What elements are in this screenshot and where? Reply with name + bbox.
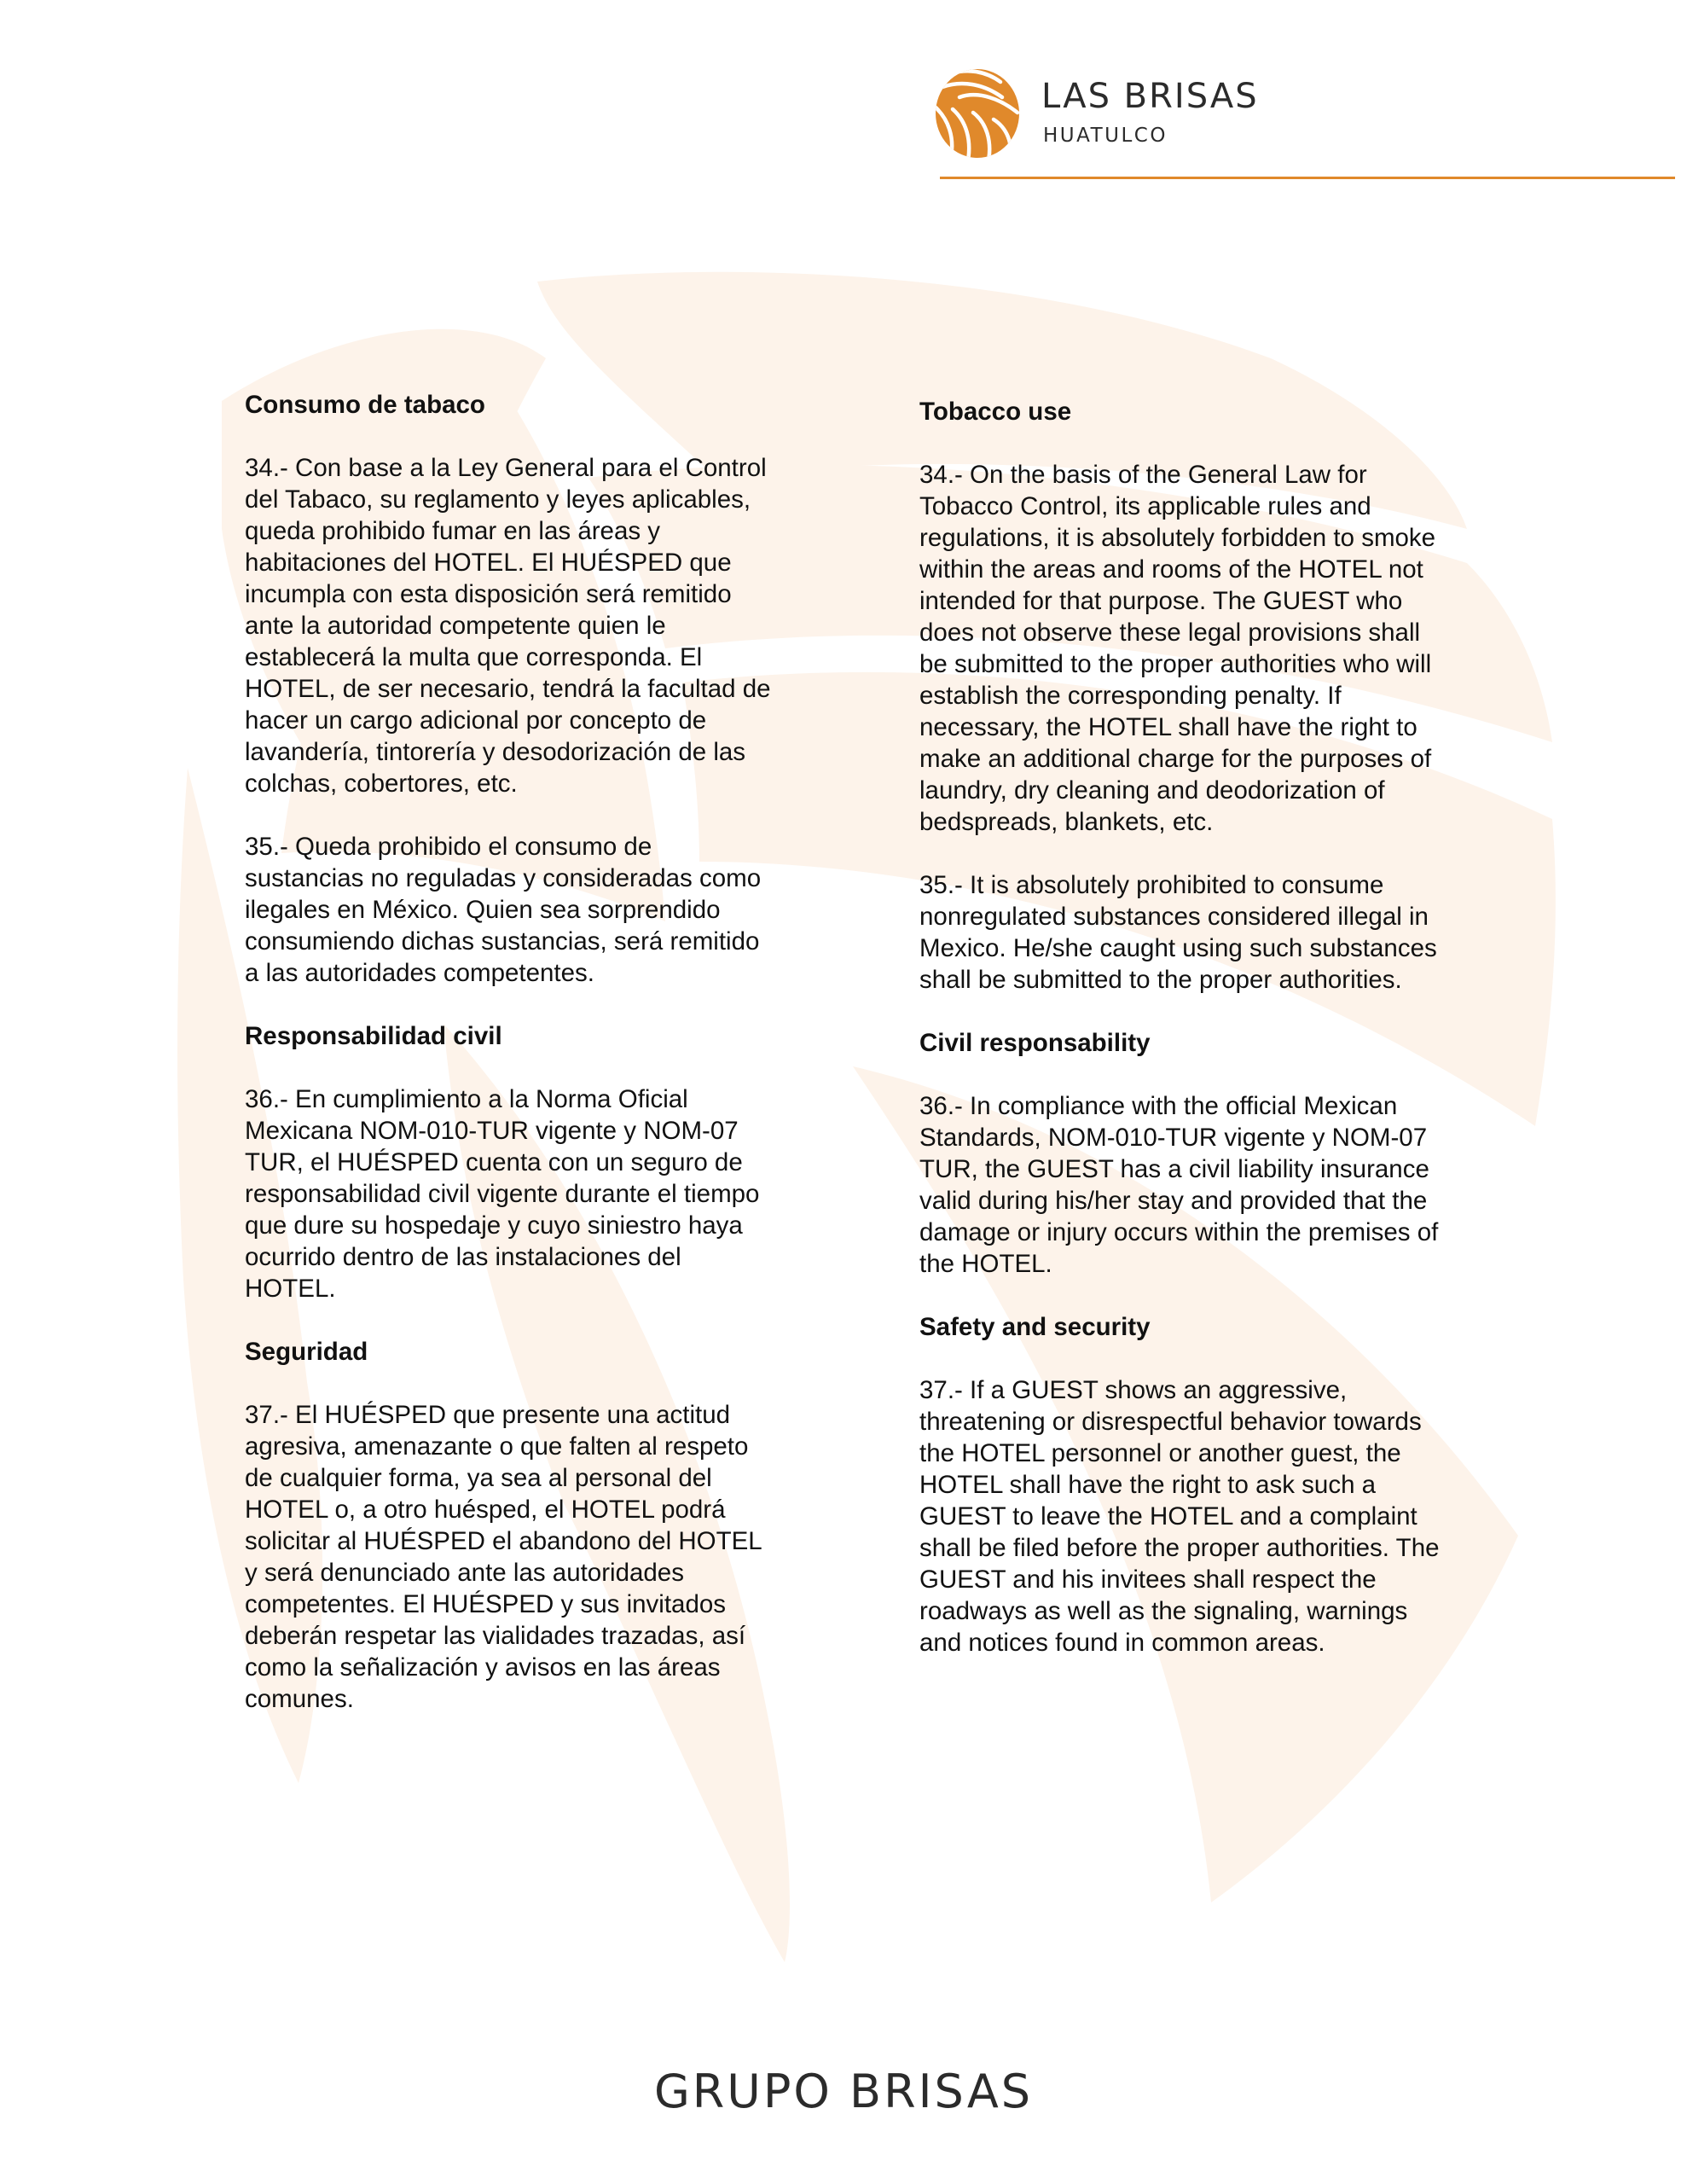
clause-37: 37.- El HUÉSPED que presente una actitud agresiva, amenazante o que falten al respeto de cualquier forma, ya sea al personal del HOTEL o, a otro huésped, el HOTEL podrá solicitar al HUÉSPED el abandono del HOTEL y será denunciado ante las autoridades competentes. El HUÉSPED y sus invitados deberán respetar las vialidades trazadas, así como la señalización y avisos en las áreas comunes. [245, 1401, 762, 1713]
section-heading: Consumo de tabaco [245, 391, 485, 419]
section-seguridad [245, 1336, 842, 1715]
section-heading: Seguridad [245, 1338, 368, 1366]
clause-34: 34.- On the basis of the General Law for Tobacco Control, its applicable rules and regulations, it is absolutely forbidden to smoke within the areas and rooms of the HOTEL not intended for that purpose. The GUEST who does not observe these legal provisions shall be submitted to the proper authorities who will establish the corresponding penalty. If necessary, the HOTEL shall have the right to make an additional charge for the purposes of laundry, dry cleaning and deodorization of bedspreads, blankets, etc. [919, 461, 1436, 836]
brand-subtitle: HUATULCO [1043, 125, 1168, 147]
section-safety-security [919, 1311, 1516, 1658]
section-heading: Civil responsability [919, 1029, 1151, 1057]
clause-34: 34.- Con base a la Ley General para el Control del Tabaco, su reglamento y leyes aplicables, queda prohibido fumar en las áreas y habitaciones del HOTEL. El HUÉSPED que incumpla con esta disposición será remitido ante la autoridad competente quien le establecerá la multa que corresponda. El HOTEL, de ser necesario, tendrá la facultad de hacer un cargo adicional por concepto de lavandería, tintorería y desodorización de las colchas, cobertores, etc. [245, 454, 771, 798]
section-tabaco [245, 389, 842, 989]
section-heading: Tobacco use [919, 398, 1072, 426]
las-brisas-logo [934, 68, 1292, 162]
clause-36: 36.- En cumplimiento a la Norma Oficial Mexicana NOM-010-TUR vigente y NOM-07 TUR, el HUÉSPED cuenta con un seguro de responsabilidad civil vigente durante el tiempo que dure su hospedaje y cuyo siniestro haya ocurrido dentro de las instalaciones del HOTEL. [245, 1085, 760, 1303]
las-brisas-wave-logo-icon [934, 68, 1021, 159]
clause-36: 36.- In compliance with the official Mexican Standards, NOM-010-TUR vigente y NOM-07 TUR, the GUEST has a civil liability insurance valid during his/her stay and provided that the damage or injury occurs within the premises of the HOTEL. [919, 1092, 1439, 1278]
section-civil-responsability [919, 1027, 1516, 1280]
grupo-brisas-logo: GRUPO BRISAS [653, 2065, 1034, 2118]
section-responsabilidad-civil [245, 1020, 842, 1304]
section-heading: Safety and security [919, 1313, 1151, 1341]
clause-35: 35.- Queda prohibido el consumo de sustancias no reguladas y consideradas como ilegales en México. Quien sea sorprendido consumiendo dichas sustancias, será remitido a las autoridades competentes. [245, 833, 762, 987]
section-heading: Responsabilidad civil [245, 1022, 502, 1050]
header-divider [940, 177, 1675, 179]
clause-35: 35.- It is absolutely prohibited to consume nonregulated substances considered illegal in Mexico. He/she caught using such substances shall be submitted to the proper authorities. [919, 871, 1437, 994]
spanish-column [245, 389, 842, 1746]
clause-37: 37.- If a GUEST shows an aggressive, threatening or disrespectful behavior towards the HOTEL personnel or another guest, the HOTEL shall have the right to ask such a GUEST to leave the HOTEL and a complaint shall be filed before the proper authorities. The GUEST and his invitees shall respect the roadways as well as the signaling, warnings and notices found in common areas. [919, 1376, 1440, 1657]
english-column [919, 396, 1516, 1690]
brand-name: LAS BRISAS [1041, 77, 1259, 116]
section-tobacco-use [919, 396, 1516, 996]
